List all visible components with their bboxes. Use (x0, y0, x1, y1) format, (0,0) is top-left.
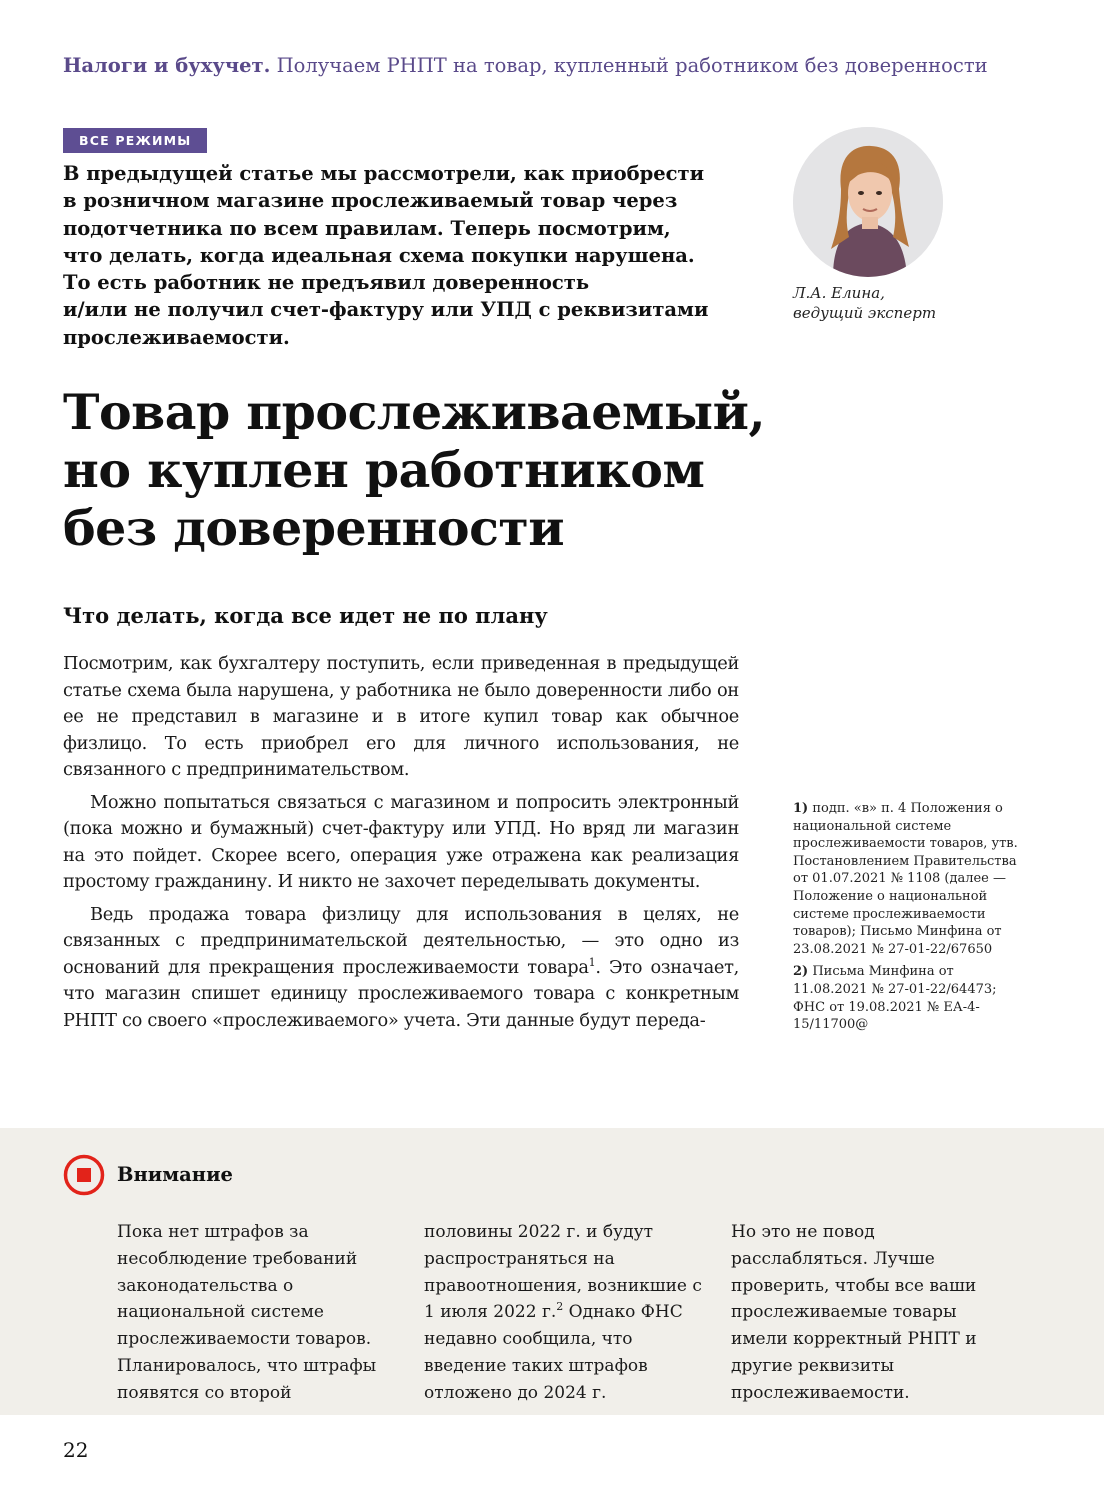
scalloped-edge (0, 1122, 1104, 1134)
lead-line: в розничном магазине прослеживаемый товар через (63, 189, 678, 213)
body-text: . Это означает, что магазин спишет единицу прослеживаемого товара с конкретным РНПТ со своего «прослеживаемого» учета. Эти данные будут переда- (63, 956, 739, 1031)
footnote-number: 2) (793, 964, 809, 980)
running-head-title: Получаем РНПТ на товар, купленный работником без доверенности (276, 54, 988, 77)
article-body (63, 651, 739, 1034)
attention-text: Однако ФНС недавно сообщила, что введение таких штрафов отложено до 2024 г. (424, 1302, 683, 1403)
body-paragraph (63, 902, 739, 1035)
section-subhead: Что делать, когда все идет не по плану (63, 603, 548, 628)
lead-line: прослеживаемости. (63, 325, 290, 349)
footnote-text: подп. «в» п. 4 Положения о национальной системе прослеживаемости товаров, утв. Постановлением Правительства от 01.07.2021 № 1108 (далее — Положение о национальной системе прослеживаемости товаров); Письмо Минфина от 23.08.2021 № 27-01-22/67650 (793, 801, 1018, 957)
attention-text: половины 2022 г. и будут распространяться на правоотношения, возникшие с 1 июля 2022 г. (424, 1222, 702, 1323)
body-paragraph: Посмотрим, как бухгалтеру поступить, если приведенная в предыдущей статье схема была нарушена, у работника не было доверенности либо он ее не представил в магазине и в итоге купил товар как обычное физлицо. То есть приобрел его для личного использования, не связанного с предпринимательством. (63, 653, 739, 780)
title-line: но куплен работником (63, 441, 705, 499)
footnote-1 (793, 800, 1023, 958)
running-head-section: Налоги и бухучет. (63, 54, 271, 77)
attention-column-2 (424, 1219, 709, 1407)
lead-line: То есть работник не предъявил доверенность (63, 271, 590, 295)
lead-paragraph (63, 160, 743, 351)
lead-line: В предыдущей статье мы рассмотрели, как приобрести (63, 162, 705, 185)
lead-line: что делать, когда идеальная схема покупки нарушена. (63, 243, 695, 267)
attention-stop-icon (63, 1154, 105, 1196)
attention-column-1: Пока нет штрафов за несоблюдение требований законодательства о национальной системе прослеживаемости товаров. Планировалось, что штрафы появятся со второй (117, 1222, 377, 1403)
footnotes (793, 800, 1023, 1039)
article-title (63, 383, 823, 557)
footnote-ref-1[interactable]: 1 (588, 955, 596, 969)
body-text: Ведь продажа товара физлицу для использования в целях, не связанных с предпринимательской деятельностью, — это одно из оснований для прекращения прослеживаемости товара (63, 903, 739, 978)
regime-tag: ВСЕ РЕЖИМЫ (63, 128, 207, 153)
title-line: без доверенности (63, 499, 565, 557)
author-caption (793, 283, 1033, 323)
author-name: Л.А. Елина, (793, 284, 885, 302)
title-line: Товар прослеживаемый, (63, 383, 766, 441)
lead-line: подотчетника по всем правилам. Теперь посмотрим, (63, 216, 671, 240)
footnote-2 (793, 963, 1023, 1033)
page-number: 22 (63, 1438, 89, 1462)
attention-column-3: Но это не повод расслабляться. Лучше проверить, чтобы все ваши прослеживаемые товары имели корректный РНПТ и другие реквизиты прослеживаемости. (731, 1222, 977, 1403)
footnote-number: 1) (793, 801, 809, 816)
lead-line: и/или не получил счет-фактуру или УПД с реквизитами (63, 298, 709, 322)
author-role: ведущий эксперт (793, 304, 937, 322)
footnote-ref-2[interactable]: 2 (556, 1300, 564, 1314)
author-portrait-illustration (793, 127, 943, 277)
attention-title: Внимание (117, 1163, 233, 1186)
author-photo (793, 127, 943, 277)
running-head (63, 54, 1043, 77)
footnote-text: Письма Минфина от 11.08.2021 № 27-01-22/64473; ФНС от 19.08.2021 № ЕА-4-15/11700@ (793, 964, 997, 1033)
body-paragraph: Можно попытаться связаться с магазином и попросить электронный (пока можно и бумажный) счет-фактуру или УПД. Но вряд ли магазин на это пойдет. Скорее всего, операция уже отражена как реализация простому гражданину. И никто не захочет переделывать документы. (63, 791, 739, 892)
